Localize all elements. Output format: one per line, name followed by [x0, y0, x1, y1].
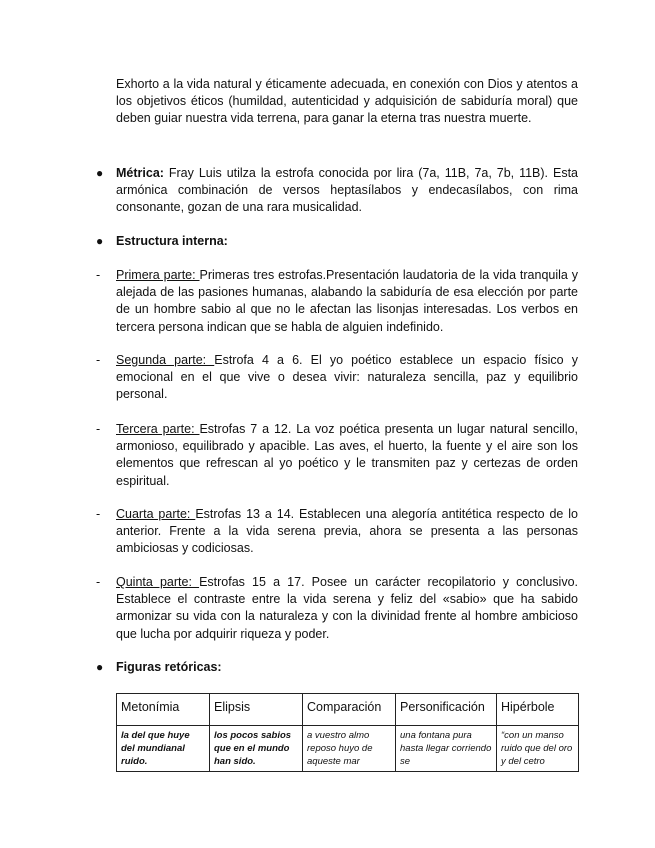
part-primera: [116, 267, 578, 336]
part-segunda: [116, 352, 578, 404]
part-label: Primera parte:: [116, 268, 200, 282]
part-label: Tercera parte:: [116, 422, 200, 436]
table-cell: la del que huye del mundianal ruido.: [117, 726, 210, 772]
part-tercera: [116, 421, 578, 490]
metrica-paragraph: [116, 165, 578, 217]
part-dash: -: [96, 507, 101, 521]
table-header-cell: Comparación: [303, 694, 396, 726]
part-quinta: [116, 574, 578, 643]
table-header-cell: Hipérbole: [497, 694, 579, 726]
part-label: Quinta parte:: [116, 575, 200, 589]
table-cell: “con un manso ruido que del oro y del cetro: [497, 726, 579, 772]
table-header-cell: Elipsis: [210, 694, 303, 726]
part-text: Primeras tres estrofas.Presentación laudatoria de la vida tranquila y alejada de las pasiones humanas, alabando la sabiduría de esa elección por parte de un hombre sabio al que no le afectan las lisonjas interesadas. Los verbos en tercera persona indican que se habla de alguien indefinido.: [116, 268, 578, 334]
table-header-row: [117, 694, 579, 726]
part-text: Estrofa 4 a 6. El yo poético establece un espacio físico y emocional en el que vive o desea vivir: naturaleza sencilla, paz y equilibrio personal.: [116, 353, 578, 402]
table-header-cell: Personificación: [396, 694, 497, 726]
table-cell: a vuestro almo reposo huyo de aqueste mar: [303, 726, 396, 772]
part-dash: -: [96, 353, 101, 367]
estructura-bullet: ●: [96, 234, 104, 248]
figuras-heading: Figuras retóricas:: [116, 660, 222, 674]
metrica-label: Métrica:: [116, 166, 164, 180]
part-dash: -: [96, 268, 101, 282]
table-header-cell: Metonímia: [117, 694, 210, 726]
part-text: Estrofas 15 a 17. Posee un carácter recopilatorio y conclusivo. Establece el contraste entre la vida serena y feliz del «sabio» que ha sabido armonizar su vida con la naturaleza y con la divinidad frente al hombre ambicioso que lucha por adquirir riqueza y poder.: [116, 575, 578, 641]
part-cuarta: [116, 506, 578, 558]
part-dash: -: [96, 575, 101, 589]
estructura-heading: Estructura interna:: [116, 234, 228, 248]
metrica-bullet: ●: [96, 166, 104, 180]
part-label: Segunda parte:: [116, 353, 215, 367]
metrica-text: Fray Luis utilza la estrofa conocida por lira (7a, 11B, 7a, 7b, 11B). Esta armónica combinación de versos heptasílabos y endecasílabos, con rima consonante, gozan de una rara musicalidad.: [116, 166, 578, 215]
part-label: Cuarta parte:: [116, 507, 196, 521]
part-text: Estrofas 13 a 14. Establecen una alegoría antitética respecto de lo anterior. Frente a la vida serena previa, ahora se presenta a las personas ambiciosas y codiciosas.: [116, 507, 578, 556]
table-row: [117, 726, 579, 772]
part-text: Estrofas 7 a 12. La voz poética presenta un lugar natural sencillo, armonioso, equilibrado y apacible. Las aves, el huerto, la fuente y el aire son los elementos que refrescan al yo poético y le transmiten paz y certezas de orden espiritual.: [116, 422, 578, 488]
table-cell: una fontana pura hasta llegar corriendo se: [396, 726, 497, 772]
figuras-bullet: ●: [96, 660, 104, 674]
figuras-table: [116, 693, 579, 772]
intro-paragraph: Exhorto a la vida natural y éticamente adecuada, en conexión con Dios y atentos a los objetivos éticos (humildad, autenticidad y adquisición de sabiduría moral) que deben guiar nuestra vida terrena, para ganar la eterna tras nuestra muerte.: [116, 77, 578, 126]
table-cell: los pocos sabios que en el mundo han sido.: [210, 726, 303, 772]
part-dash: -: [96, 422, 101, 436]
